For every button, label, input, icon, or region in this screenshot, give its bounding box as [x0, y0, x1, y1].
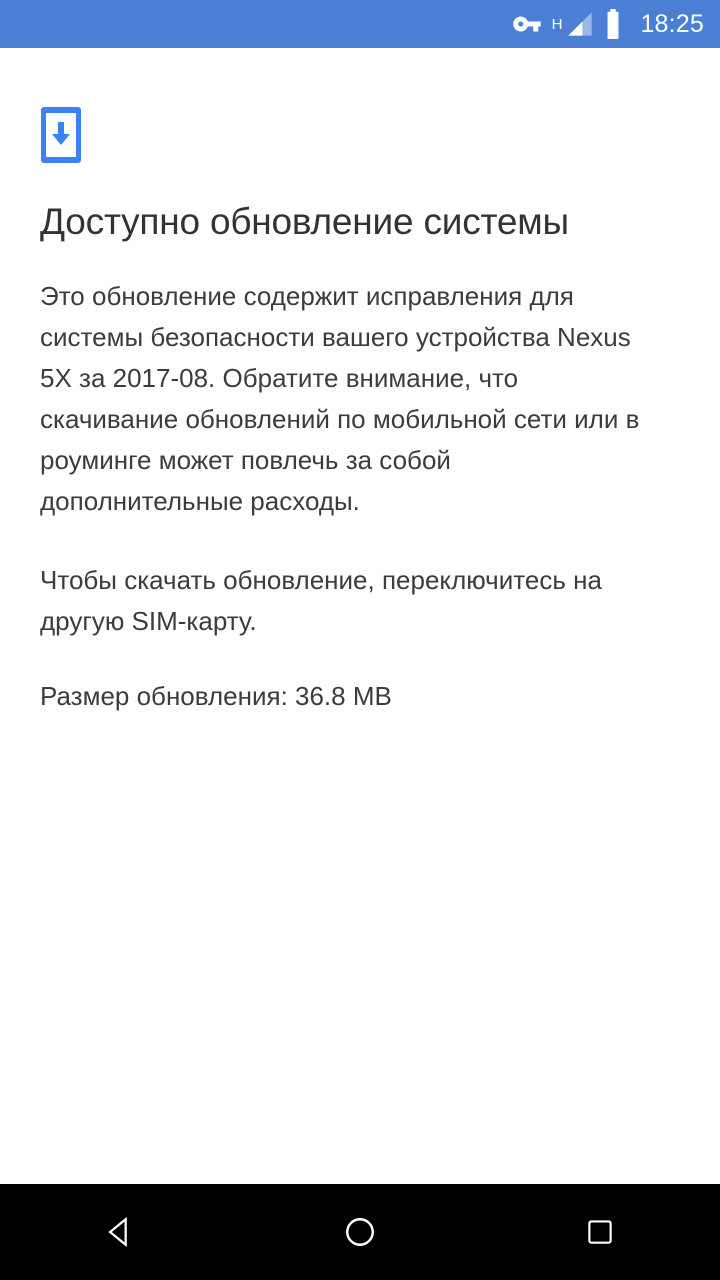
update-size-label: Размер обновления: 36.8 MB	[40, 681, 392, 712]
system-update-screen	[0, 48, 720, 717]
navigation-bar	[0, 1184, 720, 1280]
recents-button[interactable]	[540, 1184, 660, 1280]
vpn-key-icon	[512, 9, 542, 39]
status-bar-icons	[512, 9, 704, 39]
signal-icon	[566, 10, 594, 38]
status-bar	[0, 0, 720, 48]
page-title: Доступно обновление системы	[40, 201, 569, 242]
network-type-label: H	[551, 16, 563, 33]
system-update-icon	[40, 106, 82, 164]
battery-icon	[604, 9, 622, 39]
status-bar-clock: 18:25	[640, 9, 704, 38]
home-button[interactable]	[300, 1184, 420, 1280]
back-button[interactable]	[60, 1184, 180, 1280]
update-sim-note-paragraph: Чтобы скачать обновление, переключитесь на другую SIM-карту.	[40, 565, 602, 637]
update-description-paragraph: Это обновление содержит исправления для системы безопасности вашего устройства Nexus 5X за 2017-08. Обратите внимание, что скачивание обновлений по мобильной сети или в роуминге может повлечь за собой дополнительные расходы.	[40, 281, 640, 517]
